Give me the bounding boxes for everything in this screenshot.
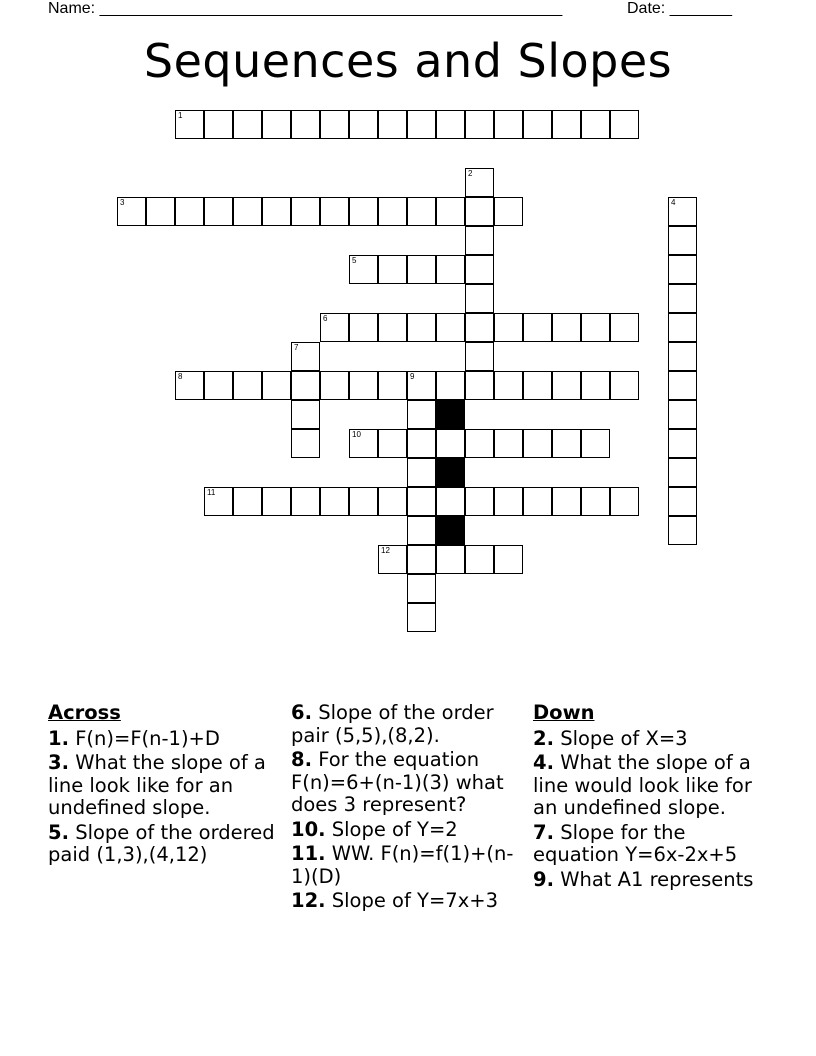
grid-cell[interactable] [349, 197, 378, 226]
grid-cell[interactable] [465, 110, 494, 139]
grid-cell[interactable] [436, 313, 465, 342]
grid-cell[interactable] [291, 197, 320, 226]
clue-number: 9. [533, 867, 554, 891]
grid-cell[interactable] [552, 371, 581, 400]
grid-cell[interactable] [378, 487, 407, 516]
clue-text: F(n)=F(n-1)+D [75, 726, 220, 750]
grid-cell[interactable] [407, 110, 436, 139]
grid-cell[interactable] [523, 371, 552, 400]
clue-across-6 [291, 702, 523, 747]
clue-number: 7. [533, 820, 554, 844]
grid-black-cell [436, 516, 465, 545]
grid-cell[interactable] [494, 313, 523, 342]
grid-cell[interactable] [407, 574, 436, 603]
grid-cell[interactable] [349, 313, 378, 342]
cell-number: 10 [352, 430, 361, 439]
grid-cell[interactable] [581, 110, 610, 139]
grid-cell[interactable] [465, 342, 494, 371]
clue-number: 2. [533, 726, 554, 750]
grid-cell[interactable] [436, 545, 465, 574]
grid-cell[interactable] [407, 400, 436, 429]
clue-text: Slope of Y=7x+3 [331, 889, 498, 912]
grid-cell[interactable] [407, 313, 436, 342]
grid-cell[interactable] [320, 110, 349, 139]
grid-black-cell [436, 400, 465, 429]
grid-cell[interactable] [552, 110, 581, 139]
grid-cell[interactable] [146, 197, 175, 226]
grid-cell[interactable] [407, 371, 436, 400]
grid-cell[interactable] [668, 284, 697, 313]
grid-cell[interactable] [204, 110, 233, 139]
grid-cell[interactable] [378, 429, 407, 458]
across-clues-column-continued [291, 702, 523, 915]
clue-down-2 [533, 728, 773, 751]
date-field[interactable]: Date: _______ [627, 0, 732, 17]
grid-cell[interactable] [436, 429, 465, 458]
cell-number: 1 [178, 111, 183, 120]
grid-cell[interactable] [407, 545, 436, 574]
grid-cell[interactable] [117, 197, 146, 226]
grid-cell[interactable] [436, 487, 465, 516]
grid-cell[interactable] [610, 371, 639, 400]
cell-number: 2 [468, 169, 473, 178]
clue-text: Slope for the equation Y=6x-2x+5 [533, 820, 738, 866]
grid-cell[interactable] [436, 110, 465, 139]
grid-cell[interactable] [175, 197, 204, 226]
page-title: Sequences and Slopes [143, 34, 673, 88]
clue-across-5 [48, 822, 280, 867]
clue-number: 6. [291, 701, 312, 724]
grid-cell[interactable] [378, 371, 407, 400]
grid-cell[interactable] [552, 313, 581, 342]
clue-text: Slope of Y=2 [331, 817, 458, 841]
grid-cell[interactable] [436, 371, 465, 400]
clue-across-10 [291, 819, 523, 842]
clue-text: Slope of the order pair (5,5),(8,2). [291, 701, 494, 747]
grid-cell[interactable] [465, 545, 494, 574]
clue-number: 1. [48, 726, 69, 750]
clue-text: What A1 represents [560, 867, 754, 891]
grid-cell[interactable] [407, 458, 436, 487]
clue-number: 3. [48, 751, 69, 774]
clue-across-12 [291, 890, 523, 913]
grid-cell[interactable] [610, 313, 639, 342]
grid-black-cell [436, 458, 465, 487]
grid-cell[interactable] [494, 197, 523, 226]
grid-cell[interactable] [407, 516, 436, 545]
grid-cell[interactable] [668, 429, 697, 458]
grid-cell[interactable] [175, 110, 204, 139]
down-clues-column [533, 702, 773, 893]
grid-cell[interactable] [465, 429, 494, 458]
grid-cell[interactable] [465, 313, 494, 342]
grid-cell[interactable] [465, 487, 494, 516]
clue-down-9 [533, 869, 773, 892]
grid-cell[interactable] [349, 110, 378, 139]
grid-cell[interactable] [291, 110, 320, 139]
clue-number: 5. [48, 820, 69, 844]
clue-across-3 [48, 752, 280, 820]
grid-cell[interactable] [668, 226, 697, 255]
across-heading: Across [48, 701, 121, 724]
grid-cell[interactable] [581, 313, 610, 342]
grid-cell[interactable] [668, 400, 697, 429]
grid-cell[interactable] [320, 487, 349, 516]
grid-cell[interactable] [320, 313, 349, 342]
across-clues-column [48, 702, 280, 869]
clue-number: 10. [291, 817, 326, 841]
clue-number: 4. [533, 751, 554, 774]
clue-text: Slope of X=3 [560, 726, 688, 750]
grid-cell[interactable] [668, 487, 697, 516]
grid-cell[interactable] [262, 197, 291, 226]
grid-cell[interactable] [581, 487, 610, 516]
grid-cell[interactable] [262, 487, 291, 516]
grid-cell[interactable] [233, 371, 262, 400]
grid-cell[interactable] [378, 255, 407, 284]
grid-cell[interactable] [523, 110, 552, 139]
grid-cell[interactable] [610, 110, 639, 139]
grid-cell[interactable] [407, 603, 436, 632]
grid-cell[interactable] [349, 487, 378, 516]
grid-cell[interactable] [378, 545, 407, 574]
grid-cell[interactable] [378, 110, 407, 139]
clue-across-11 [291, 843, 523, 888]
grid-cell[interactable] [175, 371, 204, 400]
grid-cell[interactable] [668, 458, 697, 487]
grid-cell[interactable] [494, 545, 523, 574]
grid-cell[interactable] [465, 226, 494, 255]
grid-cell[interactable] [494, 487, 523, 516]
grid-cell[interactable] [407, 255, 436, 284]
grid-cell[interactable] [291, 342, 320, 371]
grid-cell[interactable] [465, 197, 494, 226]
grid-cell[interactable] [320, 371, 349, 400]
grid-cell[interactable] [233, 110, 262, 139]
grid-cell[interactable] [668, 255, 697, 284]
grid-cell[interactable] [407, 429, 436, 458]
clue-text: For the equation F(n)=6+(n-1)(3) what does 3 represent? [291, 748, 504, 816]
cell-number: 3 [120, 198, 125, 207]
grid-cell[interactable] [262, 371, 291, 400]
clue-across-8 [291, 749, 523, 817]
grid-cell[interactable] [465, 371, 494, 400]
clue-down-7 [533, 822, 773, 867]
cell-number: 11 [207, 488, 216, 497]
grid-cell[interactable] [349, 371, 378, 400]
cell-number: 12 [381, 546, 390, 555]
grid-cell[interactable] [436, 255, 465, 284]
grid-cell[interactable] [494, 429, 523, 458]
grid-cell[interactable] [523, 313, 552, 342]
cell-number: 7 [294, 343, 299, 352]
cell-number: 6 [323, 314, 328, 323]
grid-cell[interactable] [523, 487, 552, 516]
grid-cell[interactable] [465, 284, 494, 313]
grid-cell[interactable] [465, 255, 494, 284]
grid-cell[interactable] [581, 429, 610, 458]
grid-cell[interactable] [233, 197, 262, 226]
grid-cell[interactable] [291, 400, 320, 429]
cell-number: 8 [178, 372, 183, 381]
grid-cell[interactable] [349, 429, 378, 458]
clue-text: What the slope of a line would look like for an undefined slope. [533, 751, 752, 819]
grid-cell[interactable] [610, 487, 639, 516]
grid-cell[interactable] [436, 197, 465, 226]
grid-cell[interactable] [291, 487, 320, 516]
grid-cell[interactable] [494, 371, 523, 400]
grid-cell[interactable] [407, 487, 436, 516]
grid-cell[interactable] [552, 487, 581, 516]
grid-cell[interactable] [523, 429, 552, 458]
grid-cell[interactable] [204, 487, 233, 516]
clue-text: What the slope of a line look like for an undefined slope. [48, 751, 266, 819]
grid-cell[interactable] [262, 110, 291, 139]
grid-cell[interactable] [320, 197, 349, 226]
grid-cell[interactable] [233, 487, 262, 516]
cell-number: 5 [352, 256, 357, 265]
clue-text: Slope of the ordered paid (1,3),(4,12) [48, 820, 275, 866]
clue-number: 12. [291, 889, 326, 912]
clue-number: 11. [291, 842, 326, 865]
grid-cell[interactable] [668, 516, 697, 545]
grid-cell[interactable] [668, 371, 697, 400]
grid-cell[interactable] [291, 371, 320, 400]
grid-cell[interactable] [668, 313, 697, 342]
clue-text: WW. F(n)=f(1)+(n-1)(D) [291, 842, 514, 888]
grid-cell[interactable] [291, 429, 320, 458]
grid-cell[interactable] [552, 429, 581, 458]
cell-number: 9 [410, 372, 415, 381]
grid-cell[interactable] [465, 168, 494, 197]
grid-cell[interactable] [378, 313, 407, 342]
grid-cell[interactable] [581, 371, 610, 400]
grid-cell[interactable] [494, 110, 523, 139]
grid-cell[interactable] [668, 197, 697, 226]
clue-down-4 [533, 752, 773, 820]
grid-cell[interactable] [349, 255, 378, 284]
cell-number: 4 [671, 198, 676, 207]
clue-number: 8. [291, 748, 312, 771]
grid-cell[interactable] [668, 342, 697, 371]
name-field[interactable]: Name: ____________________________________________________ [48, 0, 563, 17]
grid-cell[interactable] [204, 371, 233, 400]
clue-across-1 [48, 728, 280, 751]
down-heading: Down [533, 701, 595, 724]
grid-cell[interactable] [204, 197, 233, 226]
grid-cell[interactable] [407, 197, 436, 226]
grid-cell[interactable] [378, 197, 407, 226]
